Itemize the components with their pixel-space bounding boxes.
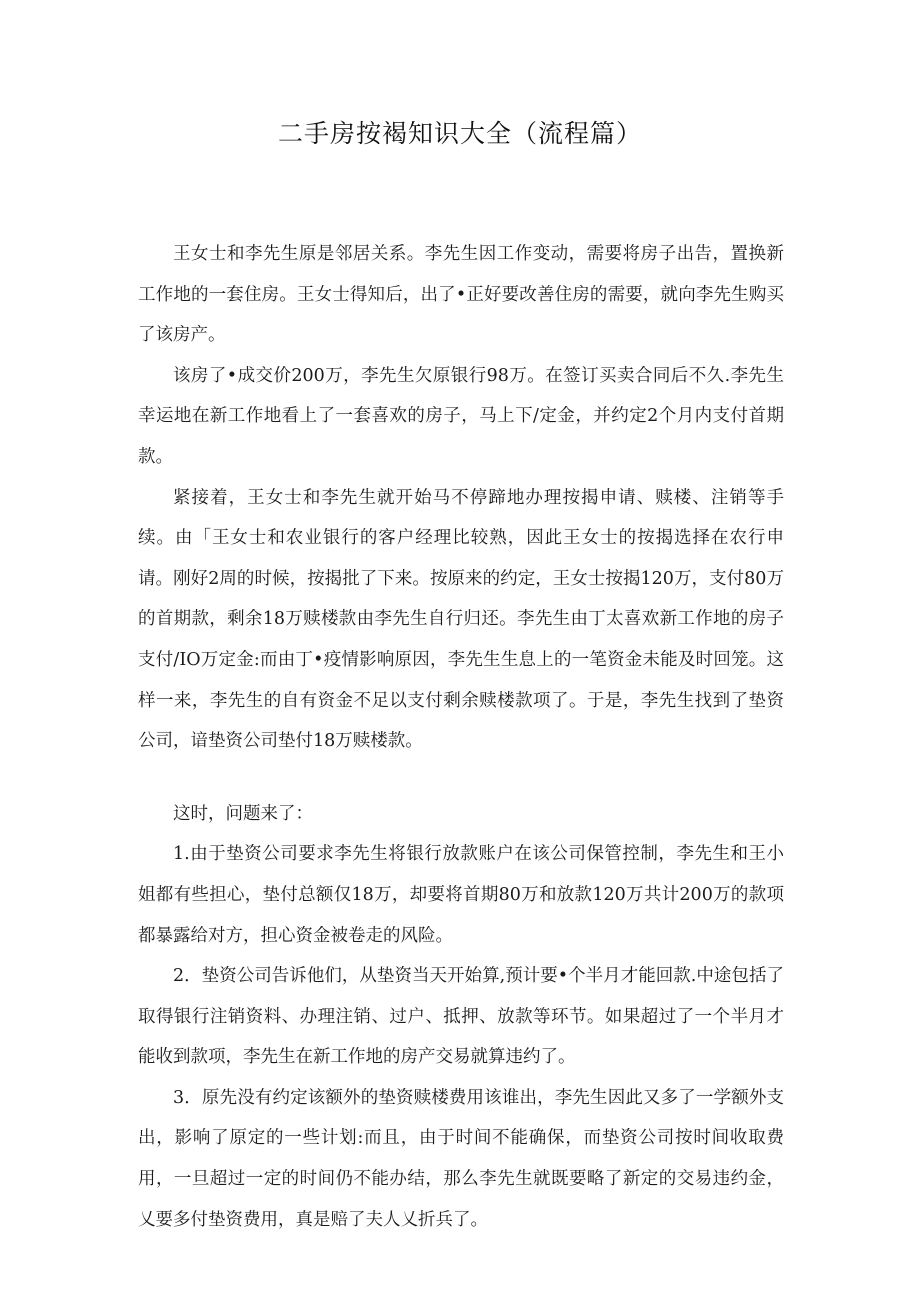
problem-item-1: 1.由于垫资公司要求李先生将银行放款账户在该公司保管控制，李先生和王小姐都有些担心，垫付总额仅18万，却要将首期80万和放款120万共计200万的款项都暴露给对方，担心资金被卷走的风险。	[138, 844, 784, 946]
paragraph-transaction: 该房了•成交价200万，李先生欠原银行98万。在签订买卖合同后不久.李先生幸运地在新工作地看上了一套喜欢的房子，马上下/定金，并约定2个月内支付首期款。	[138, 365, 784, 467]
paragraph-process: 紧接着，王女士和李先生就开始马不停蹄地办理按揭申请、赎楼、注销等手续。由「王女士和农业银行的客户经理比较熟，因此王女士的按揭选择在农行申请。刚好2周的时候，按揭批了下来。按原来的约定，王女士按揭120万，支付80万的首期款，剩余18万赎楼款由李先生自行归还。李先生由丁太喜欢新工作地的房子支付/IO万定金:而由丁•疫情影响原因，李先生生息上的一笔资金未能及时回笼。这样一来，李先生的自有资金不足以支付剩余赎楼款项了。于是，李先生找到了垫资公司，谙垫资公司垫付18万赎楼款。	[138, 487, 784, 752]
document-title: 二手房按褐知识大全（流程篇）	[277, 119, 642, 148]
problems-intro: 这时，问题来了：	[173, 803, 313, 824]
problem-item-3: 3．原先没有约定该额外的垫资赎楼费用该谁出，李先生因此又多了一学额外支出，影响了原定的一些计划:而且，由于时间不能确保，而垫资公司按时间收取费用，一旦超过一定的时间仍不能办结，那么李先生就既要略了新定的交易违约金，乂要多付垫资费用，真是赔了夫人乂折兵了。	[138, 1087, 784, 1230]
paragraph-background: 王女士和李先生原是邻居关系。李先生因工作变动，需要将房子出告，置换新工作地的一套住房。王女士得知后，出了•正好要改善住房的需要，就向李先生购买了该房产。	[138, 244, 784, 346]
problem-item-2: 2．垫资公司告诉他们，从垫资当天开始算,预计要•个半月才能回款.中途包括了取得银行注销资料、办理注销、过户、抵押、放款等环节。如果超过了一个半月才能收到款项，李先生在新工作地的房产交易就算违约了。	[138, 966, 784, 1068]
paragraph-spacer	[138, 762, 784, 794]
document-body	[138, 234, 784, 1240]
